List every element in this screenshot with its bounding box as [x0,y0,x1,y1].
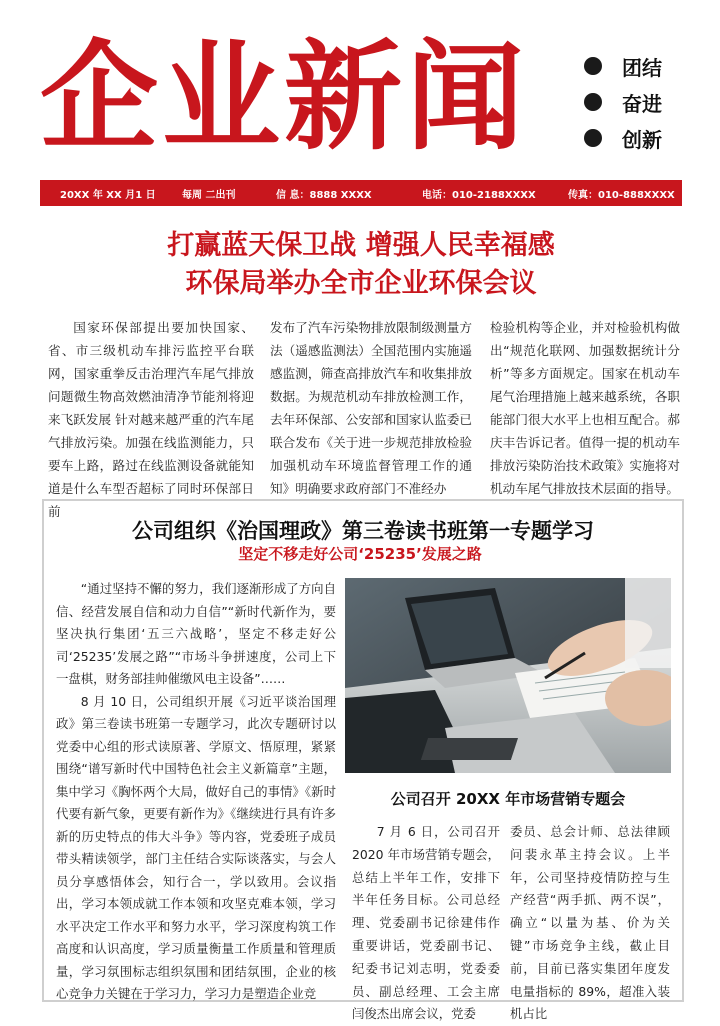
feature-body: “通过坚持不懈的努力，我们逐渐形成了方向自信、经营发展自信和动力自信”“新时代新作为，要坚决执行集团‘五三六战略’，坚定不移走好公司‘25235’发展之路”“市场斗争拼速度，公司上下一盘棋，财务部挂帅催缴风电主设备”…… 8 月 10 日，公司组织开展《习近平谈治国理政》第三卷读书班第一专题学习，此次专题研讨以党委中心组的形式读原著、学原文、悟原理，紧紧围绕“谱写新时代中国特色社会主义新篇章”主题，集中学习《胸怀两个大局，做好自己的事情》《新时代要有新气象，更要有新作为》《继续进行具有许多新的历史特点的伟大斗争》等内容，党委班子成员带头精读领学，部门主任结合实际谈落实，与会人员分享感悟体会，知行合一，学以致用。会议指出，学习本领成就工作本领和攻坚克难本领，学习水平决定工作水平和努力水平，学习深度构筑工作高度和认识高度，学习质量衡量工作质量和管理质量，学习氛围标志组织氛围和团结氛围，企业的核心竞争力关键在于学习力，学习力是塑造企业竞 [56,581,336,1001]
feature-title: 公司组织《治国理政》第三卷读书班第一专题学习 [132,519,594,543]
slogan-item: 团结 [584,48,684,84]
lead-subheadline: 环保局举办全市企业环保会议 [185,268,537,299]
laptop-desk-illustration-icon [345,578,671,773]
issue-date: 20XX 年 XX 月1 日 [60,189,156,201]
phone-number: 电话：010-2188XXXX [422,189,536,201]
info-line: 信 息：8888 XXXX [276,189,372,201]
issue-frequency: 每周 二出刊 [182,189,236,201]
lead-column-2: 发布了汽车污染物排放限制级测量方法（遥感监测法）全国范围内实施遥感监测，筛查高排放汽车和收集排放数据。为规范机动车排放检测工作，去年环保部、公安部和国家认监委已联合发布《关于进一步规范排放检验加强机动车环境监督管理工作的通知》明确要求政府部门不准经办 [270,320,472,496]
marketing-column-1: 7 月 6 日，公司召开 2020 年市场营销专题会，总结上半年工作，安排下半年任务目标。公司总经理、党委副书记徐建伟作重要讲话，党委副书记、纪委书记刘志明，党委委员、副总经理、工会主席闫俊杰出席会议，党委 [352,824,500,1022]
bullet-dot-icon [584,129,602,147]
lead-column-1: 国家环保部提出要加快国家、省、市三级机动车排污监控平台联网，国家重拳反击治理汽车尾气排放问题微生物高效燃油清净节能剂将迎来飞跃发展 针对越来越严重的汽车尾气排放污染。加强在线监测能力，只要车上路，路过在线监测设备就能知道是什么车型否超标了同时环保部日前 [48,320,254,519]
lead-headline: 打赢蓝天保卫战 增强人民幸福感 [167,230,555,261]
marketing-title: 公司召开 20XX 年市场营销专题会 [390,790,626,808]
marketing-column-2: 委员、总会计师、总法律顾问裴永革主持会议。上半年，公司坚持疫情防控与生产经营“两手抓、两不误”，确立“以量为基、价为关键”市场竞争主线，截止目前，目前已落实集团年度发电量指标的 89%，超准入装机占比 [510,824,670,1022]
laptop-photo [345,578,671,773]
masthead [40,27,600,166]
issue-info-bar [40,180,682,206]
fax-number: 传真：010-888XXXX [568,189,675,201]
lead-column-3: 检验机构等企业，并对检验机构做出“规范化联网、加强数据统计分析”等多方面规定。国家在机动车尾气治理措施上越来越系统，各职能部门很大水平上也相互配合。郝庆丰告诉记者。值得一提的机动车排放污染防治技术政策》实施将对机动车尾气排放技术层面的指导。 [490,320,680,496]
bullet-dot-icon [584,57,602,75]
masthead-title: 企业新闻 [40,27,529,166]
slogan-item: 奋进 [584,84,684,120]
bullet-dot-icon [584,93,602,111]
slogan-list [584,48,684,156]
slogan-item: 创新 [584,120,684,156]
feature-subtitle: 坚定不移走好公司‘25235’发展之路 [238,545,482,563]
